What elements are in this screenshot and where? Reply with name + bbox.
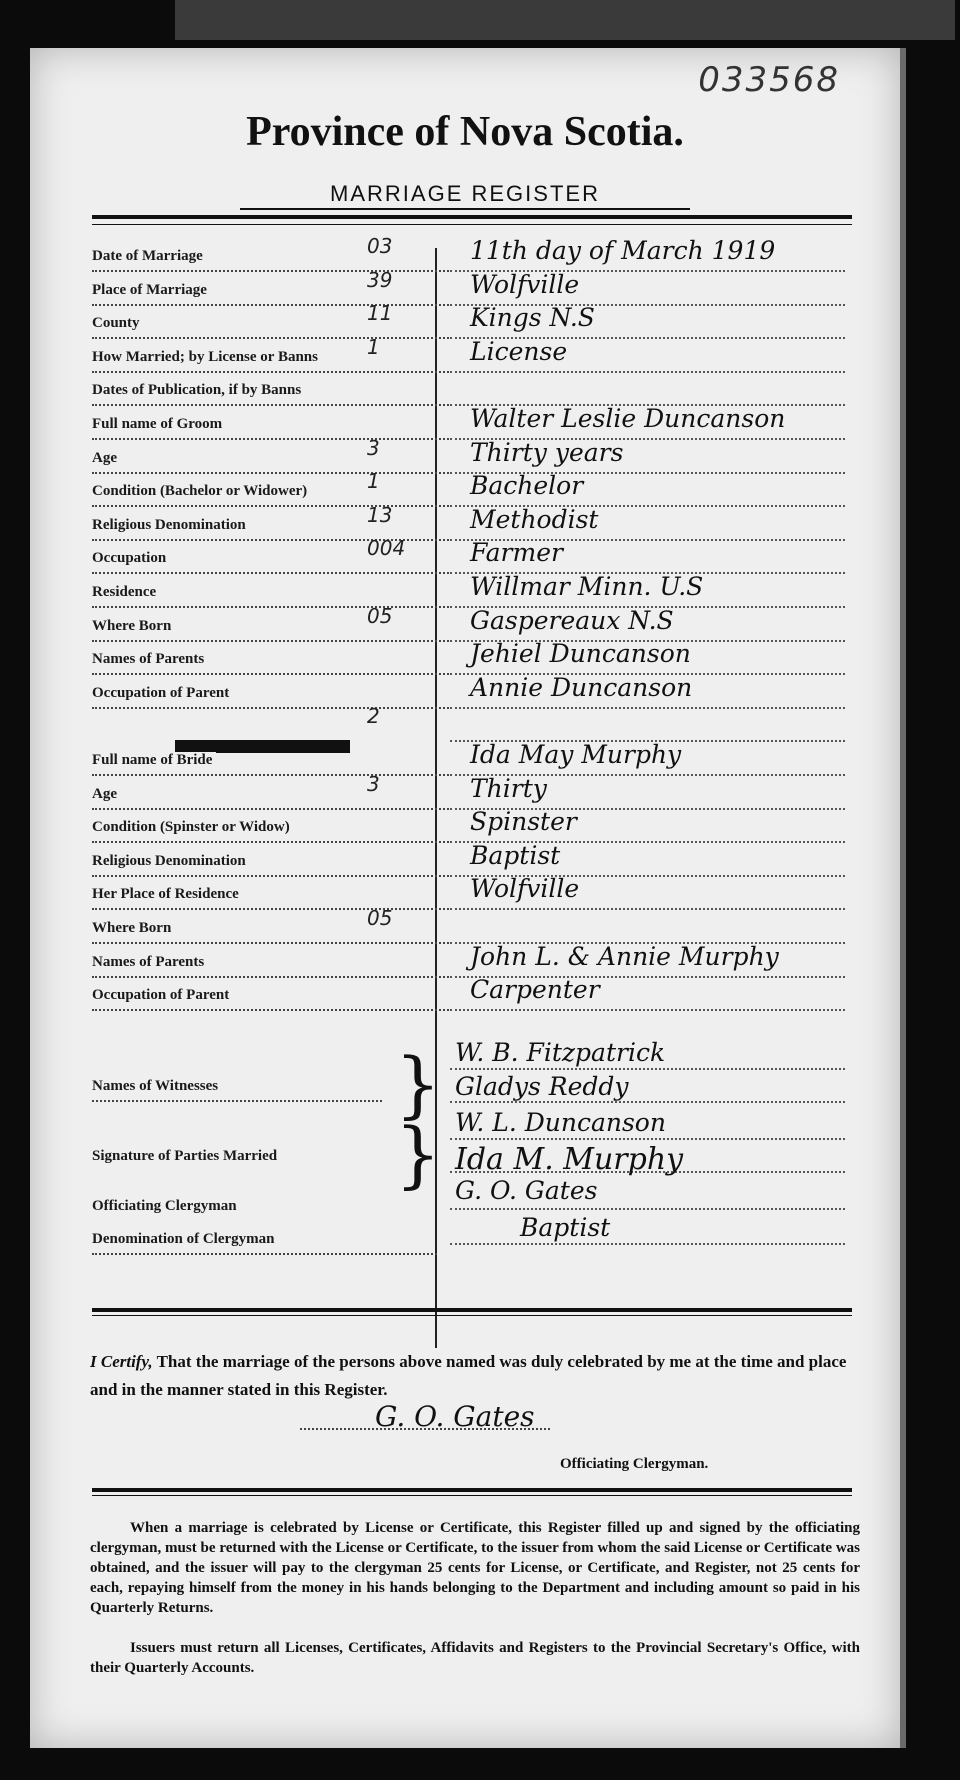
- field-row: [92, 282, 452, 316]
- field-answer: John L. & Annie Murphy: [470, 941, 779, 971]
- page-subtitle: MARRIAGE REGISTER: [330, 181, 600, 206]
- field-dots: [92, 572, 452, 574]
- field-answer: Wolfville: [470, 874, 580, 904]
- field-label: County: [92, 315, 144, 331]
- certify-caption: Officiating Clergyman.: [560, 1456, 709, 1472]
- field-dots: [92, 841, 452, 843]
- certify-rule-thin: [92, 1315, 852, 1316]
- clergy-denomination: Baptist: [520, 1213, 611, 1242]
- field-answer: Farmer: [470, 538, 563, 568]
- header-rule-thin: [92, 224, 852, 225]
- field-label: Date of Marriage: [92, 248, 207, 264]
- field-dots: [92, 304, 452, 306]
- party-signature-2: Ida M. Murphy: [455, 1142, 684, 1177]
- field-row: [92, 853, 452, 887]
- field-label: Names of Parents: [92, 651, 208, 667]
- field-label: Religious Denomination: [92, 517, 250, 533]
- field-label: Occupation: [92, 550, 170, 566]
- field-dots: [92, 707, 452, 709]
- witness-line-2: [450, 1101, 845, 1103]
- field-answer: 11th day of March 1919: [470, 236, 776, 265]
- clergy-denomination-dots: [92, 1253, 437, 1255]
- field-answer: Thirty: [470, 773, 547, 803]
- field-dots: [92, 976, 452, 978]
- clergy-row: [92, 1198, 392, 1232]
- field-row: [92, 584, 452, 618]
- field-answer: Methodist: [470, 504, 599, 534]
- field-code: 004: [367, 536, 406, 561]
- field-code: 13: [367, 502, 393, 527]
- field-dots: [92, 270, 452, 272]
- field-dots: [92, 606, 452, 608]
- field-answer: Jehiel Duncanson: [470, 639, 691, 669]
- field-answer: License: [470, 336, 568, 366]
- field-dots: [92, 371, 452, 373]
- field-row: [92, 819, 452, 853]
- field-dots: [92, 404, 452, 406]
- witness-line-1: [450, 1068, 845, 1070]
- field-row: [92, 483, 452, 517]
- party-signature-1: W. L. Duncanson: [455, 1108, 666, 1137]
- field-row: [92, 382, 452, 416]
- note-paragraph-2: Issuers must return all Licenses, Certificates, Affidavits and Registers to the Provincial Secretary's Office, with their Quarterly Accounts.: [90, 1640, 860, 1676]
- field-row: [92, 315, 452, 349]
- register-page: [30, 48, 900, 1748]
- field-dots: [92, 1009, 452, 1011]
- field-dots: [92, 505, 452, 507]
- field-row: [92, 987, 452, 1021]
- clergy-denomination-line: [450, 1243, 845, 1245]
- field-row: [92, 685, 452, 719]
- field-row: [92, 248, 452, 282]
- field-label: Condition (Bachelor or Widower): [92, 483, 311, 499]
- field-row: [92, 886, 452, 920]
- field-row: [92, 349, 452, 383]
- subtitle-rule: [240, 208, 690, 210]
- field-answer: Spinster: [470, 807, 577, 837]
- field-label: Place of Marriage: [92, 282, 211, 298]
- field-label: Where Born: [92, 920, 175, 936]
- parties-brace: }: [395, 1112, 441, 1196]
- field-label: Her Place of Residence: [92, 886, 243, 902]
- certify-lead: I Certify,: [90, 1352, 153, 1371]
- field-answer: Kings N.S: [470, 303, 595, 333]
- field-code: 3: [367, 435, 380, 460]
- field-label: [92, 718, 96, 734]
- field-dots: [92, 438, 452, 440]
- answer-line: [450, 908, 845, 910]
- parties-row: [92, 1148, 382, 1182]
- field-code: 2: [367, 704, 380, 729]
- certify-rule-thick: [92, 1308, 852, 1312]
- field-answer: Walter Leslie Duncanson: [470, 404, 786, 433]
- field-code: 05: [367, 906, 393, 930]
- register-number: 033568: [698, 60, 840, 100]
- field-label: Where Born: [92, 618, 175, 634]
- field-row: [92, 651, 452, 685]
- field-label: Religious Denomination: [92, 853, 250, 869]
- witness-name-2: Gladys Reddy: [455, 1072, 629, 1101]
- field-answer: Baptist: [470, 840, 561, 870]
- notes-rule-thin: [92, 1495, 852, 1496]
- field-answer: Gaspereaux N.S: [470, 605, 674, 635]
- field-dots: [92, 337, 452, 339]
- witnesses-brace: }: [395, 1042, 441, 1126]
- field-dots: [92, 875, 452, 877]
- field-code: 03: [367, 234, 393, 258]
- witnesses-dots: [92, 1100, 382, 1102]
- field-row: [92, 416, 452, 450]
- field-dots: [92, 942, 452, 944]
- witnesses-row: [92, 1078, 382, 1112]
- field-label: Residence: [92, 584, 160, 600]
- field-code: 05: [367, 603, 393, 628]
- field-row: [92, 752, 452, 786]
- field-dots: [92, 673, 452, 675]
- field-dots: [92, 808, 452, 810]
- field-label: Age: [92, 450, 121, 466]
- field-label: Condition (Spinster or Widow): [92, 819, 294, 835]
- clergy-line: [450, 1208, 845, 1210]
- field-dots: [92, 640, 452, 642]
- answer-line: [450, 707, 845, 709]
- field-answer: Carpenter: [470, 975, 600, 1005]
- field-label: Names of Parents: [92, 954, 208, 970]
- field-code: 11: [367, 301, 393, 326]
- field-dots: [92, 908, 452, 910]
- clergy-denomination-label: Denomination of Clergyman: [92, 1231, 279, 1247]
- page-title: Province of Nova Scotia.: [246, 109, 684, 155]
- field-label: Full name of Groom: [92, 416, 226, 432]
- witnesses-label: Names of Witnesses: [92, 1078, 222, 1094]
- header-rule-thick: [92, 215, 852, 219]
- clergy-name: G. O. Gates: [455, 1176, 598, 1205]
- field-label: Full name of Bride: [92, 752, 216, 768]
- field-dots: [92, 774, 452, 776]
- certify-statement: [90, 1348, 860, 1404]
- field-answer: Ida May Murphy: [470, 740, 682, 769]
- clergy-label: Officiating Clergyman: [92, 1198, 241, 1214]
- field-row: [92, 786, 452, 820]
- scan-top-strip: [175, 0, 955, 40]
- field-label: Occupation of Parent: [92, 685, 233, 701]
- field-code: 1: [367, 469, 380, 494]
- field-row: [92, 920, 452, 954]
- answer-line: [450, 371, 845, 373]
- field-code: 1: [367, 334, 380, 359]
- parties-label: Signature of Parties Married: [92, 1148, 281, 1164]
- field-row: [92, 618, 452, 652]
- clergy-denomination-row: [92, 1231, 437, 1265]
- field-dots: [92, 472, 452, 474]
- field-label: How Married; by License or Banns: [92, 349, 322, 365]
- field-code: 3: [367, 771, 380, 796]
- note-paragraph-1: When a marriage is celebrated by License or Certificate, this Register filled up and signed by the officiating clergyman, must be returned with the License or Certificate, to the issuer from whom the said License or Certificate was obtained, and the issuer will pay to the clergyman 25 cents for License, or Certificate, and Register, not 25 cents for each, repaying himself from the money in his hands belonging to the Department and including amount so paid in his Quarterly Returns.: [90, 1520, 860, 1616]
- field-code: 39: [367, 267, 393, 292]
- field-answer: Thirty years: [470, 437, 624, 467]
- field-label: Occupation of Parent: [92, 987, 233, 1003]
- notes-rule-thick: [92, 1488, 852, 1492]
- certify-signature: G. O. Gates: [375, 1400, 535, 1433]
- party-line-1: [450, 1138, 845, 1140]
- field-row: [92, 954, 452, 988]
- field-answer: Annie Duncanson: [470, 672, 693, 702]
- field-answer: Wolfville: [470, 269, 580, 299]
- field-row: [92, 450, 452, 484]
- witness-name-1: W. B. Fitzpatrick: [455, 1038, 666, 1067]
- field-answer: Bachelor: [470, 471, 584, 501]
- field-label: Dates of Publication, if by Banns: [92, 382, 305, 398]
- field-answer: Willmar Minn. U.S: [470, 572, 704, 601]
- answer-line: [450, 1009, 845, 1011]
- certify-text: That the marriage of the persons above named was duly celebrated by me at the time and place and in the manner stated in this Register.: [90, 1352, 847, 1399]
- field-label: Age: [92, 786, 121, 802]
